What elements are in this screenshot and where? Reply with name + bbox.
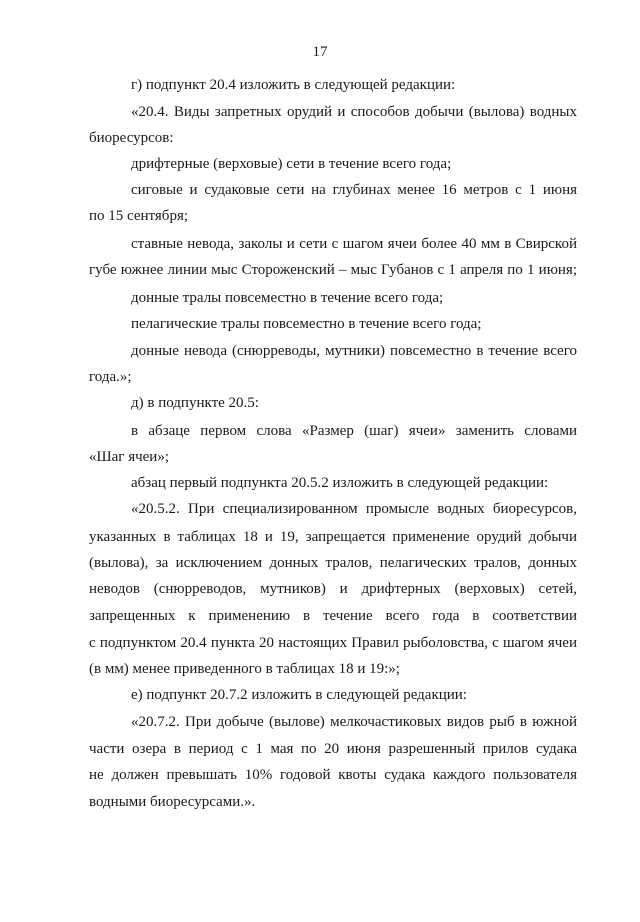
text-line: абзац первый подпункта 20.5.2 изложить в следующей редакции: xyxy=(131,475,549,491)
text-line: указанных в таблицах 18 и 19, запрещается применение орудий добычи xyxy=(89,529,577,545)
text-line: донные тралы повсеместно в течение всего года; xyxy=(131,290,444,306)
text-line: ставные невода, заколы и сети с шагом ячеи более 40 мм в Свирской xyxy=(131,236,577,252)
text-line: года.»; xyxy=(89,369,132,385)
text-line: «20.5.2. При специализированном промысле водных биоресурсов, xyxy=(131,501,577,517)
text-line: (в мм) менее приведенного в таблицах 18 и 19:»; xyxy=(89,661,400,677)
text-line: сиговые и судаковые сети на глубинах менее 16 метров с 1 июня xyxy=(131,182,577,198)
text-line: г) подпункт 20.4 изложить в следующей редакции: xyxy=(131,77,456,93)
page-number: 17 xyxy=(312,44,328,60)
text-line: «20.7.2. При добыче (вылове) мелкочастиковых видов рыб в южной xyxy=(131,714,577,730)
text-line: губе южнее линии мыс Стороженский – мыс Губанов с 1 апреля по 1 июня; xyxy=(89,262,577,278)
text-line: д) в подпункте 20.5: xyxy=(131,395,259,411)
text-line: неводов (снюрреводов, мутников) и дрифтерных (верховых) сетей, xyxy=(89,581,577,597)
text-line: не должен превышать 10% годовой квоты судака каждого пользователя xyxy=(89,767,577,783)
text-line: донные невода (снюрреводы, мутники) повсеместно в течение всего xyxy=(131,343,577,359)
text-line: в абзаце первом слова «Размер (шаг) ячеи» заменить словами xyxy=(131,423,577,439)
text-line: (вылова), за исключением донных тралов, пелагических тралов, донных xyxy=(89,555,577,571)
text-line: биоресурсов: xyxy=(89,130,174,146)
text-line: пелагические тралы повсеместно в течение всего года; xyxy=(131,316,482,332)
text-line: по 15 сентября; xyxy=(89,208,189,224)
text-line: с подпунктом 20.4 пункта 20 настоящих Правил рыболовства, с шагом ячеи xyxy=(89,635,577,651)
text-line: водными биоресурсами.». xyxy=(89,794,256,810)
text-line: дрифтерные (верховые) сети в течение всего года; xyxy=(131,156,452,172)
text-line: «Шаг ячеи»; xyxy=(89,449,169,465)
text-line: е) подпункт 20.7.2 изложить в следующей редакции: xyxy=(131,687,467,703)
text-line: запрещенных к применению в течение всего года в соответствии xyxy=(89,608,577,624)
text-line: «20.4. Виды запретных орудий и способов добычи (вылова) водных xyxy=(131,104,577,120)
text-line: части озера в период с 1 мая по 20 июня разрешенный прилов судака xyxy=(89,741,577,757)
